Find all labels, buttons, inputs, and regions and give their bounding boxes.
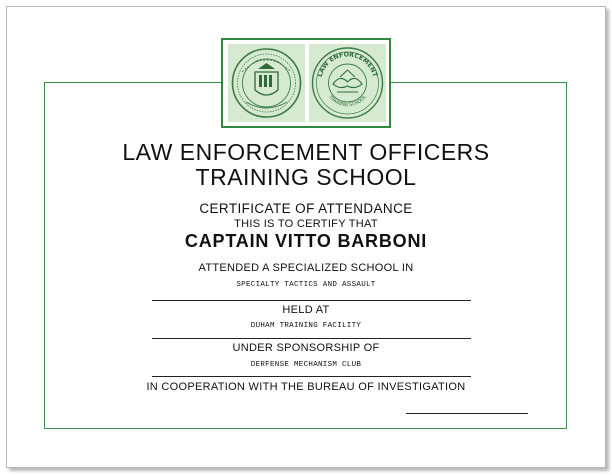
facility-name: DUHAM TRAINING FACILITY <box>250 322 362 330</box>
signature-line <box>406 413 528 414</box>
law-enforcement-seal-icon <box>309 44 386 122</box>
department-seal-icon <box>228 44 305 122</box>
sponsorship-label: UNDER SPONSORSHIP OF <box>232 342 380 354</box>
certify-text: THIS IS TO CERTIFY THAT <box>234 218 378 230</box>
course-name: SPECIALTY TACTICS AND ASSAULT <box>236 281 376 289</box>
divider-line <box>152 376 471 377</box>
divider-line <box>152 338 471 339</box>
held-at-label: HELD AT <box>282 304 330 316</box>
seal-panel <box>221 38 391 128</box>
title-line-1: LAW ENFORCEMENT OFFICERS <box>122 139 490 165</box>
certificate-heading: CERTIFICATE OF ATTENDANCE <box>199 201 413 216</box>
attended-text: ATTENDED A SPECIALIZED SCHOOL IN <box>198 262 414 274</box>
seal-bottom-text: TRAINING SCHOOL <box>327 94 368 109</box>
cooperation-text: IN COOPERATION WITH THE BUREAU OF INVESTIGATION <box>146 381 466 393</box>
seal-arc-text: LAW ENFORCEMENT <box>316 51 379 78</box>
title-line-2: TRAINING SCHOOL <box>195 164 417 190</box>
divider-line <box>152 300 471 301</box>
sponsor-name: DERFENSE MECHANISM CLUB <box>250 361 362 369</box>
recipient-name: CAPTAIN VITTO BARBONI <box>184 231 428 251</box>
